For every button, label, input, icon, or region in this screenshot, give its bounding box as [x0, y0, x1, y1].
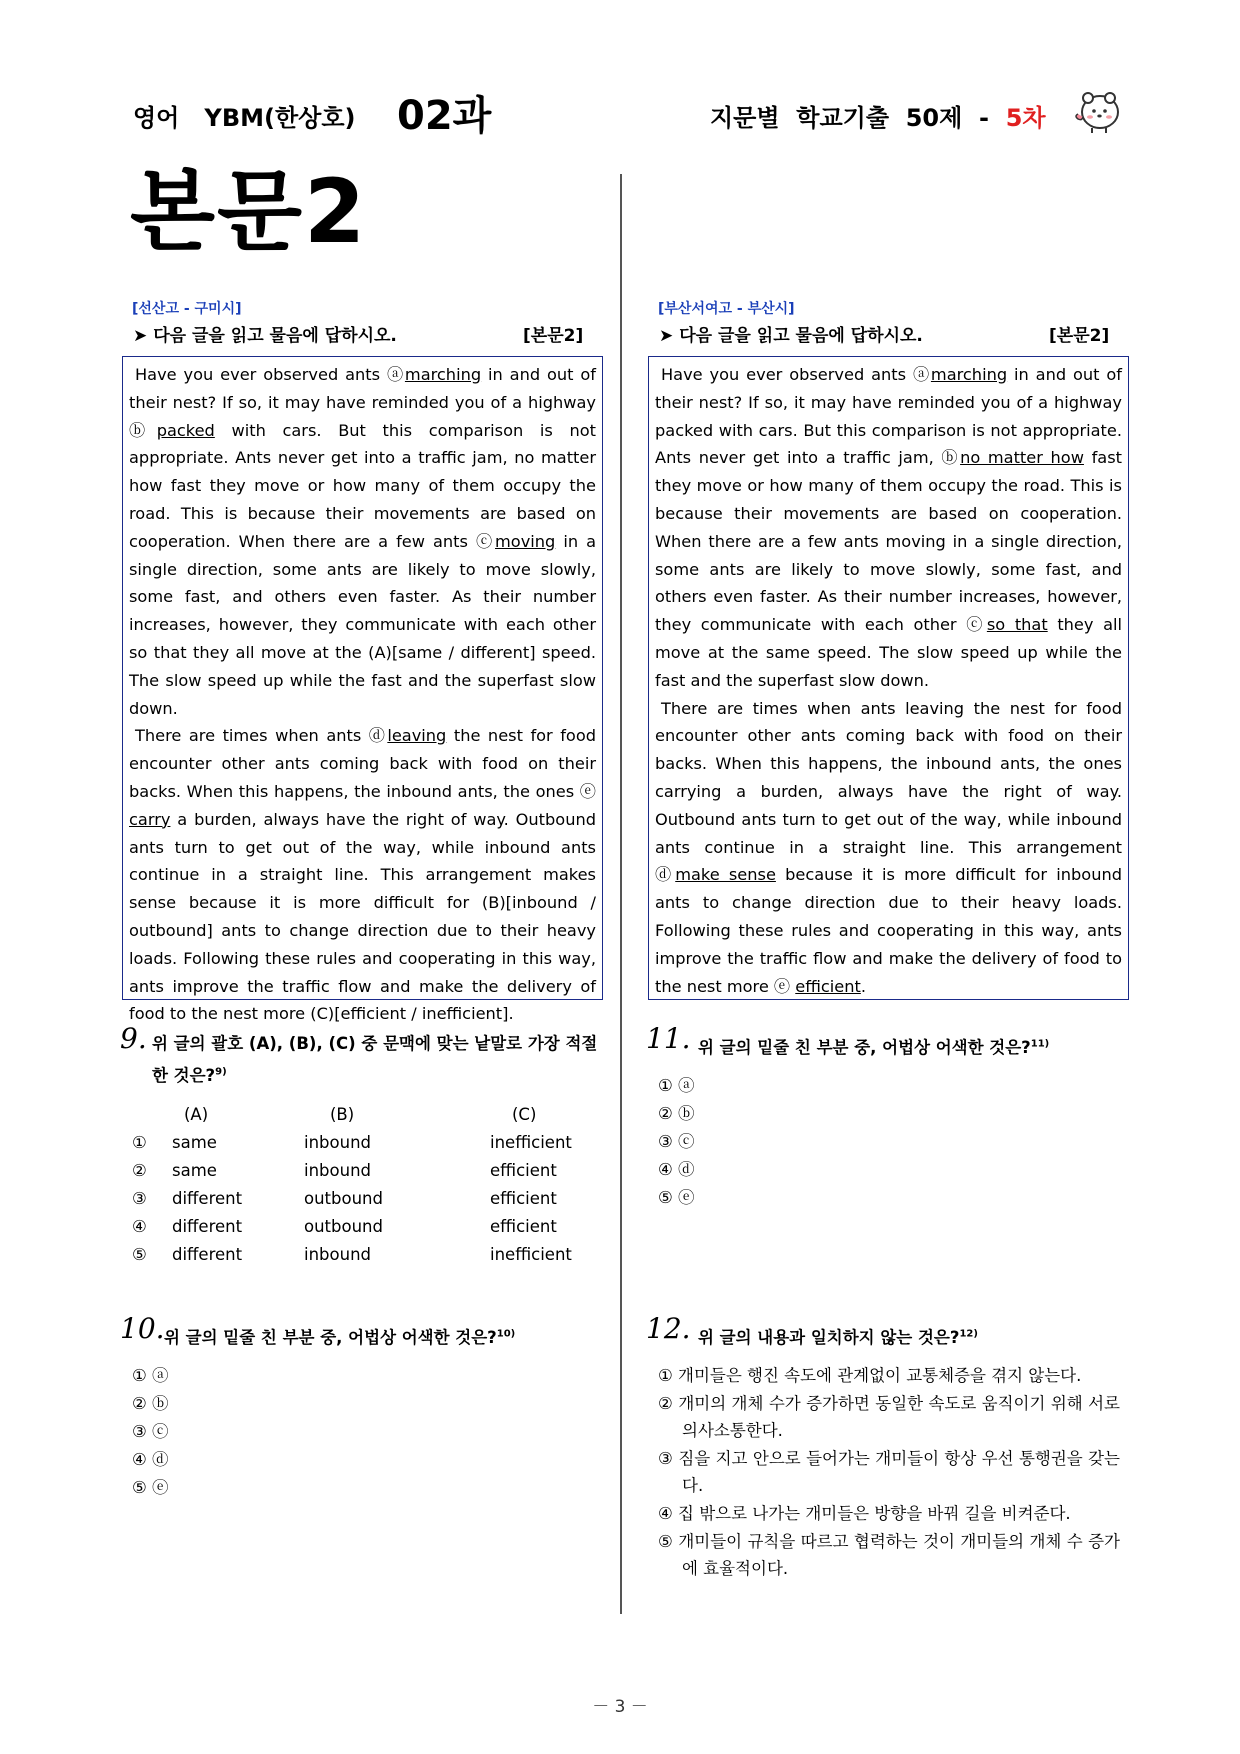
option-a: different — [172, 1244, 243, 1264]
left-passage — [122, 356, 603, 1024]
option-item[interactable]: ② ⓑ — [658, 1104, 695, 1123]
right-instruction — [659, 321, 923, 346]
question-9-options — [132, 1100, 632, 1268]
question-11 — [646, 1022, 1126, 1062]
option-item[interactable]: ① ⓐ — [132, 1366, 169, 1385]
option-a: same — [172, 1132, 217, 1152]
bear-mascot-icon — [1072, 84, 1124, 136]
option-item[interactable]: ① ⓐ — [658, 1076, 695, 1095]
question-10-number: 10. — [120, 1312, 165, 1345]
option-marker: ⑤ — [132, 1244, 147, 1264]
question-10-note: 10) — [496, 1328, 516, 1339]
question-11-options — [658, 1072, 695, 1212]
left-passage-paragraph-2: There are times when ants ⓓleaving the nest for food encounter other ants coming back with food on their backs. When this happens, the inbound ants, the ones ⓔ carry a burden, always have the right of way. Outbound ants turn to get out of the way, while inbound ants continue in a straight line. This arrangement makes sense because it is more difficult for (B)[inbound / outbound] ants to change direction due to their heavy loads. Following these rules and cooperating in this way, ants improve the traffic flow and make the delivery of food to the nest more (C)[efficient / inefficient]. — [129, 726, 596, 1024]
option-b: inbound — [304, 1244, 371, 1264]
question-10 — [120, 1312, 600, 1352]
question-9-text-body: 위 글의 괄호 (A), (B), (C) 중 문맥에 맞는 낱말로 가장 적절한 것은? — [152, 1034, 598, 1085]
option-b: outbound — [304, 1216, 383, 1236]
option-item[interactable]: ④ ⓓ — [658, 1160, 695, 1179]
left-instruction — [133, 321, 397, 346]
option-row[interactable] — [132, 1240, 632, 1268]
option-item[interactable]: ② 개미의 개체 수가 증가하면 동일한 속도로 움직이기 위해 서로 의사소통한다. — [658, 1394, 1120, 1440]
lesson-number: 02과 — [397, 93, 492, 139]
option-a: same — [172, 1160, 217, 1180]
option-row[interactable] — [132, 1184, 632, 1212]
arrow-icon: ➤ — [133, 326, 148, 346]
option-item[interactable]: ⑤ 개미들이 규칙을 따르고 협력하는 것이 개미들의 개체 수 증가에 효율적이다. — [658, 1532, 1120, 1578]
option-c: efficient — [490, 1160, 557, 1180]
header-b: (B) — [330, 1104, 355, 1124]
header-a: (A) — [184, 1104, 209, 1124]
question-11-number: 11. — [646, 1022, 691, 1055]
column-divider — [620, 174, 622, 1614]
left-passage-paragraph-1: Have you ever observed ants ⓐmarching in and out of their nest? If so, it may have reminded you of a highway ⓑpacked with cars. But this comparison is not appropriate. Ants never get into a traffic jam, no matter how fast they move or how many of them occupy the road. This is because their movements are based on cooperation. When there are a few ants ⓒmoving in a single direction, some ants are likely to move slowly, some fast, and others even faster. As their number increases, however, they communicate with each other so that they all move at the (A)[same / different] speed. The slow speed up while the fast and the superfast slow down. — [129, 365, 597, 718]
question-10-options — [132, 1362, 169, 1502]
option-item[interactable]: ⑤ ⓔ — [132, 1478, 169, 1497]
option-b: outbound — [304, 1188, 383, 1208]
option-a: different — [172, 1216, 243, 1236]
right-passage-paragraph-2: There are times when ants leaving the nest for food encounter other ants coming back with food on their backs. When this happens, the inbound ants, the ones carrying a burden, always have the right of way. Outbound ants turn to get out of the way, while inbound ants continue in a straight line. This arrangement ⓓmake sense because it is more difficult for inbound ants to change direction due to their heavy loads. Following these rules and cooperating in this way, ants improve the traffic flow and make the delivery of food to the nest more ⓔ efficient. — [655, 698, 1122, 996]
question-12-note: 12) — [959, 1328, 978, 1339]
question-12 — [646, 1312, 1126, 1352]
question-9-note: 9) — [215, 1066, 227, 1077]
option-item[interactable]: ④ 집 밖으로 나가는 개미들은 방향을 바꿔 길을 비켜준다. — [658, 1504, 1071, 1523]
option-b: inbound — [304, 1160, 371, 1180]
right-instruction-text: 다음 글을 읽고 물음에 답하시오. — [679, 326, 923, 346]
option-row[interactable] — [132, 1128, 632, 1156]
option-item[interactable]: ④ ⓓ — [132, 1450, 169, 1469]
question-11-text-body: 위 글의 밑줄 친 부분 중, 어법상 어색한 것은? — [698, 1037, 1031, 1057]
question-10-text-body: 위 글의 밑줄 친 부분 중, 어법상 어색한 것은? — [164, 1327, 497, 1347]
left-source: [선산고 - 구미시] — [132, 301, 242, 317]
option-b: inbound — [304, 1132, 371, 1152]
question-9-text — [152, 1034, 597, 1085]
question-12-number: 12. — [646, 1312, 691, 1345]
option-item[interactable]: ③ ⓒ — [132, 1422, 169, 1441]
question-9-number: 9. — [120, 1022, 147, 1055]
option-c: efficient — [490, 1216, 557, 1236]
option-marker: ② — [132, 1160, 147, 1180]
header-c: (C) — [512, 1104, 537, 1124]
option-c: inefficient — [490, 1244, 572, 1264]
subject-label: 영어 YBM(한상호) — [133, 104, 356, 132]
right-passage-tag: [본문2] — [1049, 326, 1110, 346]
question-12-options — [658, 1362, 1120, 1583]
option-c: efficient — [490, 1188, 557, 1208]
option-item[interactable]: ⑤ ⓔ — [658, 1188, 695, 1207]
right-passage — [648, 356, 1129, 1000]
option-a: different — [172, 1188, 243, 1208]
question-11-text — [698, 1038, 1049, 1057]
option-c: inefficient — [490, 1132, 572, 1152]
option-item[interactable]: ② ⓑ — [132, 1394, 169, 1413]
right-source: [부산서여고 - 부산시] — [658, 301, 795, 317]
option-marker: ① — [132, 1132, 147, 1152]
question-12-text-body: 위 글의 내용과 일치하지 않는 것은? — [698, 1327, 960, 1347]
left-instruction-text: 다음 글을 읽고 물음에 답하시오. — [153, 326, 397, 346]
option-item[interactable]: ③ ⓒ — [658, 1132, 695, 1151]
series-title-prefix: 지문별 학교기출 50제 - — [710, 104, 1006, 132]
question-9-header-row — [132, 1100, 632, 1128]
question-9 — [120, 1022, 600, 1090]
section-title: 본문2 — [130, 160, 368, 263]
option-row[interactable] — [132, 1156, 632, 1184]
option-marker: ③ — [132, 1188, 147, 1208]
arrow-icon: ➤ — [659, 326, 674, 346]
series-round: 5차 — [1005, 104, 1046, 132]
option-marker: ④ — [132, 1216, 147, 1236]
series-title — [710, 98, 1046, 133]
right-passage-paragraph-1: Have you ever observed ants ⓐmarching in and out of their nest? If so, it may have reminded you of a highway packed with cars. But this comparison is not appropriate. Ants never get into a traffic jam, ⓑno matter how fast they move or how many of them occupy the road. This is because their movements are based on cooperation. When there are a few ants moving in a single direction, some ants are likely to move slowly, some fast, and others even faster. As their number increases, however, they communicate with each other ⓒso that they all move at the same speed. The slow speed up while the fast and the superfast slow down. — [655, 365, 1123, 690]
option-item[interactable]: ③ 짐을 지고 안으로 들어가는 개미들이 항상 우선 통행권을 갖는다. — [658, 1449, 1120, 1495]
question-11-note: 11) — [1030, 1038, 1050, 1049]
question-12-text — [698, 1328, 978, 1347]
question-10-text — [164, 1328, 515, 1347]
option-item[interactable]: ① 개미들은 행진 속도에 관계없이 교통체증을 겪지 않는다. — [658, 1366, 1082, 1385]
left-passage-tag: [본문2] — [523, 326, 584, 346]
option-row[interactable] — [132, 1212, 632, 1240]
page-number: － 3 － — [592, 1697, 648, 1717]
